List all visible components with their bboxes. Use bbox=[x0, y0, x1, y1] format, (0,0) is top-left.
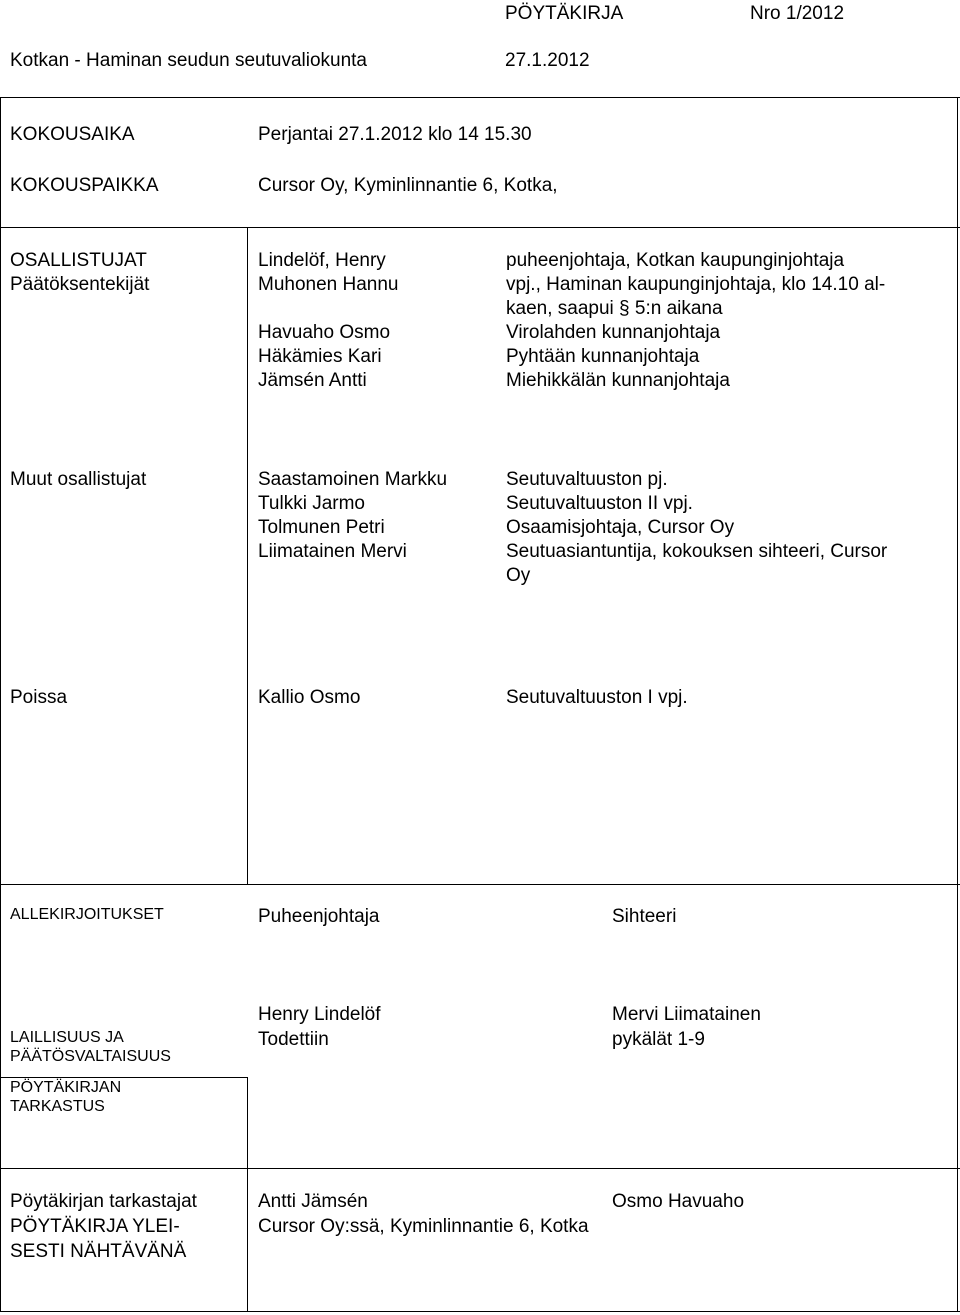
list-item: Seutuvaltuuston pj. bbox=[506, 469, 668, 490]
reviewer-name-1: Antti Jämsén bbox=[258, 1191, 368, 1212]
list-item: Tolmunen Petri bbox=[258, 517, 385, 538]
row-divider-participants bbox=[0, 884, 960, 885]
list-item: Havuaho Osmo bbox=[258, 322, 391, 343]
list-item: Miehikkälän kunnanjohtaja bbox=[506, 370, 730, 391]
list-item: Seutuasiantuntija, kokouksen sihteeri, Cursor bbox=[506, 541, 888, 562]
decision-makers-roles bbox=[506, 249, 885, 393]
list-item: Virolahden kunnanjohtaja bbox=[506, 322, 721, 343]
meeting-time-value: Perjantai 27.1.2012 klo 14 15.30 bbox=[258, 124, 532, 145]
list-item: kaen, saapui § 5:n aikana bbox=[506, 298, 723, 319]
document-date: 27.1.2012 bbox=[505, 50, 590, 71]
organization-name: Kotkan - Haminan seudun seutuvaliokunta bbox=[10, 50, 368, 71]
public-display-label-2: SESTI NÄHTÄVÄNÄ bbox=[10, 1241, 187, 1262]
participants-label: OSALLISTUJAT bbox=[10, 250, 147, 271]
public-display-value: Cursor Oy:ssä, Kyminlinnantie 6, Kotka bbox=[258, 1216, 589, 1237]
list-item: Jämsén Antti bbox=[258, 370, 367, 391]
signatures-label: ALLEKIRJOITUKSET bbox=[10, 906, 164, 923]
document-type: PÖYTÄKIRJA bbox=[505, 3, 624, 24]
list-item: Pyhtään kunnanjohtaja bbox=[506, 346, 700, 367]
other-participants-names bbox=[258, 468, 447, 564]
absent-name: Kallio Osmo bbox=[258, 687, 361, 708]
meeting-place-label: KOKOUSPAIKKA bbox=[10, 175, 159, 196]
reviewers-label: Pöytäkirjan tarkastajat bbox=[10, 1191, 197, 1212]
legality-value: Todettiin bbox=[258, 1029, 329, 1050]
review-label: PÖYTÄKIRJAN bbox=[10, 1079, 122, 1096]
chair-title: Puheenjohtaja bbox=[258, 906, 380, 927]
column-divider-participants bbox=[247, 227, 248, 885]
public-display-label: PÖYTÄKIRJA YLEI- bbox=[10, 1216, 180, 1237]
chair-name: Henry Lindelöf bbox=[258, 1004, 381, 1025]
secretary-name: Mervi Liimatainen bbox=[612, 1004, 761, 1025]
list-item: Lindelöf, Henry bbox=[258, 250, 386, 271]
list-item: Seutuvaltuuston II vpj. bbox=[506, 493, 693, 514]
quorum-label: PÄÄTÖSVALTAISUUS bbox=[10, 1048, 171, 1065]
list-item: puheenjohtaja, Kotkan kaupunginjohtaja bbox=[506, 250, 845, 271]
column-divider-reviewers bbox=[247, 1168, 248, 1312]
other-participants-roles bbox=[506, 468, 887, 588]
table-right-border bbox=[957, 97, 958, 1312]
meeting-time-label: KOKOUSAIKA bbox=[10, 124, 135, 145]
list-item: vpj., Haminan kaupunginjohtaja, klo 14.10 al- bbox=[506, 274, 886, 295]
legality-sections: pykälät 1-9 bbox=[612, 1029, 705, 1050]
document-number: Nro 1/2012 bbox=[750, 3, 845, 24]
list-item: Liimatainen Mervi bbox=[258, 541, 407, 562]
row-divider-signatures bbox=[0, 1168, 960, 1169]
list-item: Osaamisjohtaja, Cursor Oy bbox=[506, 517, 735, 538]
column-divider-review bbox=[247, 1077, 248, 1169]
reviewer-name-2: Osmo Havuaho bbox=[612, 1191, 745, 1212]
other-participants-label: Muut osallistujat bbox=[10, 469, 147, 490]
list-item: Oy bbox=[506, 565, 531, 586]
meeting-place-value: Cursor Oy, Kyminlinnantie 6, Kotka, bbox=[258, 175, 558, 196]
list-item: Häkämies Kari bbox=[258, 346, 382, 367]
secretary-title: Sihteeri bbox=[612, 906, 677, 927]
table-top-border bbox=[0, 97, 960, 98]
absent-label: Poissa bbox=[10, 687, 68, 708]
list-item: Saastamoinen Markku bbox=[258, 469, 448, 490]
decision-makers-names bbox=[258, 249, 399, 393]
legality-label: LAILLISUUS JA bbox=[10, 1029, 124, 1046]
list-item bbox=[258, 297, 399, 321]
row-divider-meeting bbox=[0, 227, 960, 228]
list-item: Muhonen Hannu bbox=[258, 274, 399, 295]
table-left-border bbox=[0, 97, 1, 1312]
list-item: Tulkki Jarmo bbox=[258, 493, 365, 514]
absent-role: Seutuvaltuuston I vpj. bbox=[506, 687, 688, 708]
decision-makers-label: Päätöksentekijät bbox=[10, 274, 150, 295]
table-bottom-border bbox=[0, 1311, 960, 1312]
review-label-2: TARKASTUS bbox=[10, 1098, 105, 1115]
